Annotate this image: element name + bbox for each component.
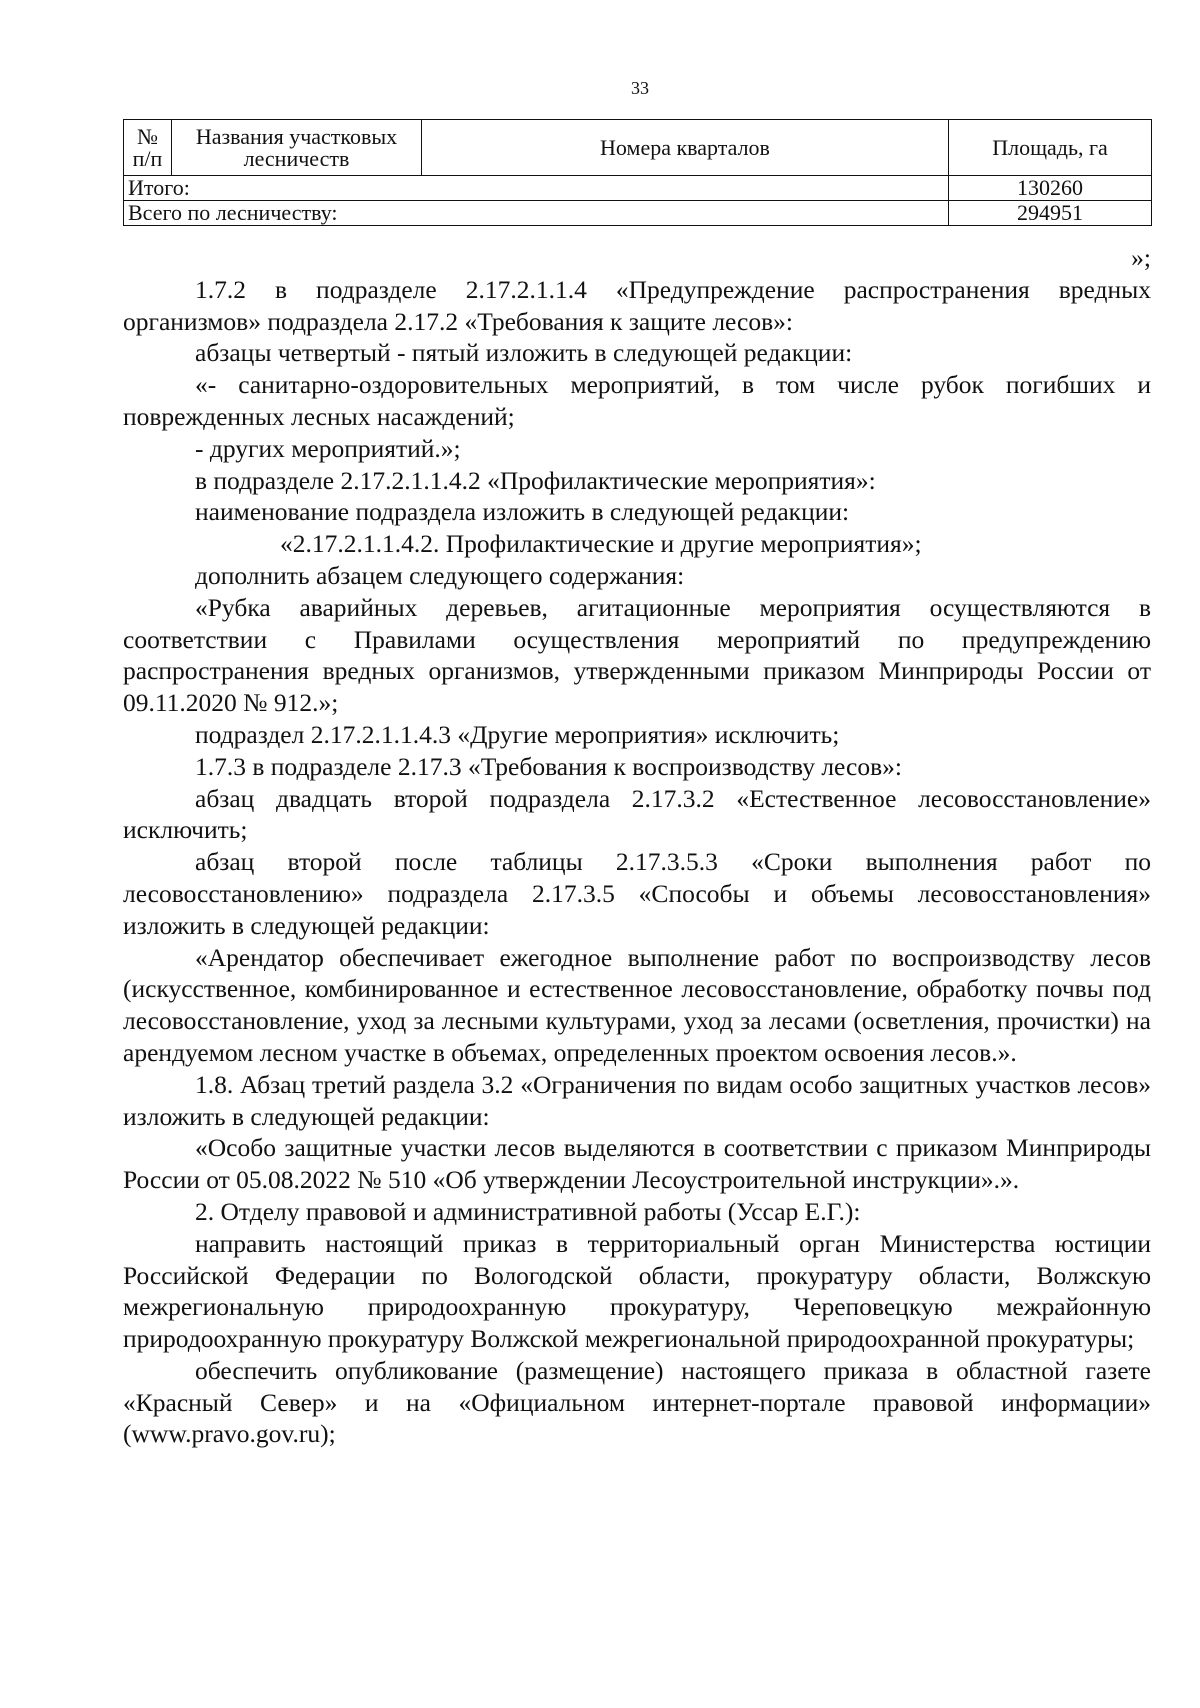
row-label-total: Всего по лесничеству:	[124, 201, 949, 226]
paragraph: »;	[1131, 243, 1151, 272]
paragraph: абзац второй после таблицы 2.17.3.5.3 «Сроки выполнения работ по лесовосстановлению» подраздела 2.17.3.5 «Способы и объемы лесовосстановления» изложить в следующей редакции:	[123, 847, 1151, 940]
table-row	[124, 201, 1152, 226]
table-header-row	[124, 120, 1152, 176]
page-number: 33	[631, 78, 649, 98]
paragraph: «Особо защитные участки лесов выделяются в соответствии с приказом Минприроды России от 05.08.2022 № 510 «Об утверждении Лесоустроительной инструкции».».	[123, 1133, 1151, 1195]
paragraph: в подразделе 2.17.2.1.1.4.2 «Профилактические мероприятия»:	[195, 465, 876, 495]
paragraph: «Арендатор обеспечивает ежегодное выполнение работ по воспроизводству лесов (искусственное, комбинированное и естественное лесовосстановление, обработку почвы под лесовосстановление, уход за лесными культурами, уход за лесами (осветления, прочистки) на арендуемом лесном участке в объемах, определенных проектом освоения лесов.».	[123, 942, 1151, 1067]
paragraph: наименование подраздела изложить в следующей редакции:	[195, 497, 850, 527]
row-area-subtotal: 130260	[949, 176, 1152, 201]
header-quarter-numbers: Номера кварталов	[422, 120, 949, 176]
paragraph: абзац двадцать второй подраздела 2.17.3.2 «Естественное лесовосстановление» исключить;	[123, 783, 1151, 845]
paragraph: «2.17.2.1.1.4.2. Профилактические и другие мероприятия»;	[280, 529, 922, 559]
paragraph: 1.7.2 в подразделе 2.17.2.1.1.4 «Предупреждение распространения вредных организмов» подраздела 2.17.2 «Требования к защите лесов»:	[123, 274, 1151, 336]
table-row	[124, 176, 1152, 201]
paragraph: обеспечить опубликование (размещение) настоящего приказа в областной газете «Красный Север» и на «Официальном интернет-портале правовой информации» (www.pravo.gov.ru);	[123, 1355, 1151, 1449]
paragraph: «- санитарно-оздоровительных мероприятий, в том числе рубок погибших и поврежденных лесных насаждений;	[123, 370, 1151, 431]
document-body	[123, 242, 1151, 1450]
header-forestry-names: Названия участковых лесничеств	[172, 120, 422, 176]
forestry-area-table	[123, 119, 1152, 226]
paragraph: 1.8. Абзац третий раздела 3.2 «Ограничения по видам особо защитных участков лесов» изложить в следующей редакции:	[123, 1069, 1151, 1131]
paragraph: 1.7.3 в подразделе 2.17.3 «Требования к воспроизводству лесов»:	[195, 751, 902, 781]
row-label-subtotal: Итого:	[124, 176, 949, 201]
paragraph: - других мероприятий.»;	[195, 433, 461, 463]
paragraph: направить настоящий приказ в территориальный орган Министерства юстиции Российской Федерации по Вологодской области, прокуратуру области, Волжскую межрегиональную природоохранную прокуратуру, Череповецкую межрайонную природоохранную прокуратуру Волжской межрегиональной природоохранной прокуратуры;	[123, 1228, 1151, 1354]
paragraph: абзацы четвертый - пятый изложить в следующей редакции:	[195, 338, 853, 368]
paragraph: 2. Отделу правовой и административной работы (Уссар Е.Г.):	[195, 1196, 861, 1226]
row-area-total: 294951	[949, 201, 1152, 226]
header-number: № п/п	[124, 120, 172, 176]
paragraph: подраздел 2.17.2.1.1.4.3 «Другие мероприятия» исключить;	[195, 719, 840, 749]
paragraph: дополнить абзацем следующего содержания:	[195, 560, 685, 590]
paragraph: «Рубка аварийных деревьев, агитационные мероприятия осуществляются в соответствии с Правилами осуществления мероприятий по предупреждению распространения вредных организмов, утвержденными приказом Минприроды России от 09.11.2020 № 912.»;	[123, 592, 1151, 718]
header-area: Площадь, га	[949, 120, 1152, 176]
